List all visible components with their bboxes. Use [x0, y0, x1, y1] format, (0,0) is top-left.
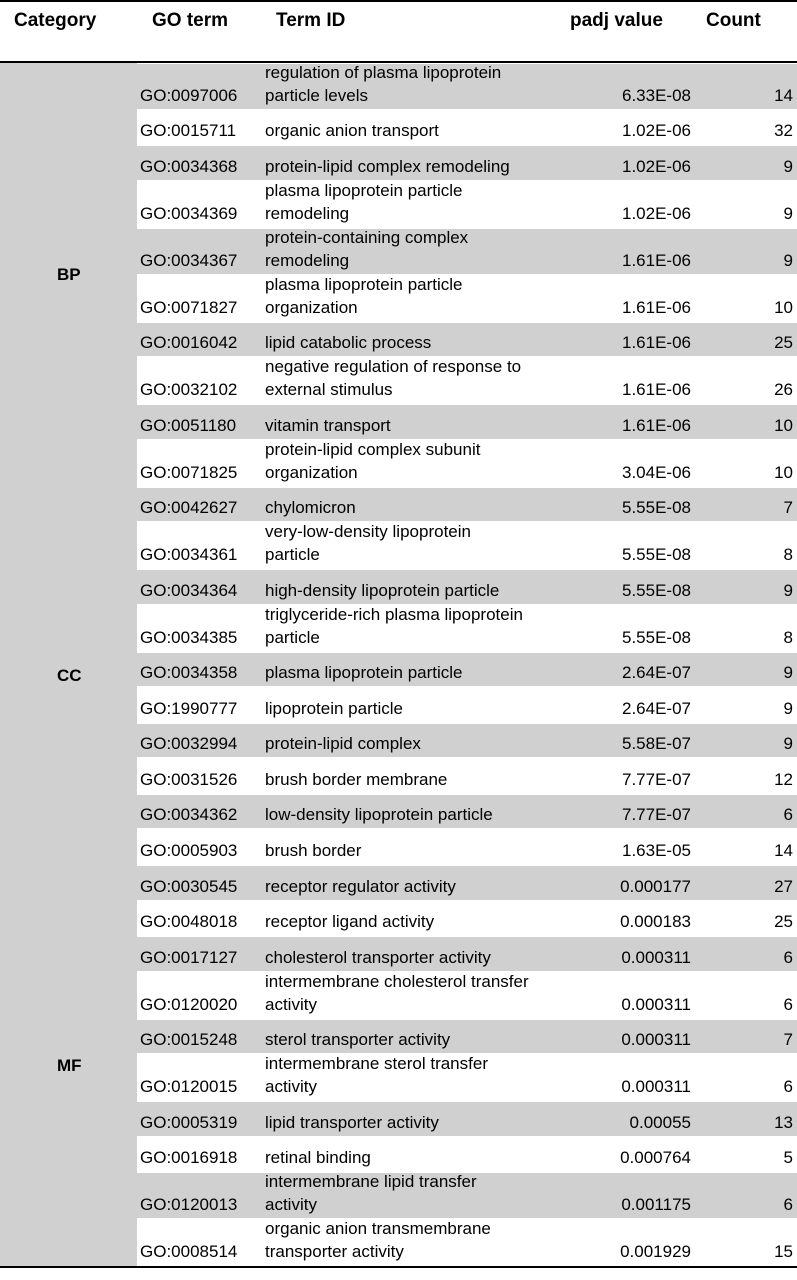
table-row	[137, 1020, 797, 1054]
term-description: intermembrane cholesterol transfer	[265, 971, 529, 991]
table-bottom-rule	[0, 1266, 797, 1268]
go-term-id: GO:0005319	[140, 1112, 238, 1132]
padj-value: 5.55E-08	[622, 627, 691, 647]
header-term-id: Term ID	[276, 10, 346, 31]
term-description: negative regulation of response to	[265, 357, 522, 377]
table-row	[137, 866, 797, 900]
padj-value: 1.63E-05	[622, 840, 691, 860]
table-row	[137, 488, 797, 522]
term-description: intermembrane sterol transfer	[265, 1054, 488, 1074]
gene-count: 6	[783, 947, 793, 967]
go-term-id: GO:0097006	[140, 85, 238, 105]
table-top-rule	[0, 0, 797, 2]
term-description: lipid transporter activity	[265, 1112, 439, 1132]
table-row	[137, 606, 797, 651]
go-term-id: GO:0034362	[140, 805, 238, 825]
term-description: retinal binding	[265, 1148, 371, 1168]
padj-value: 0.000311	[621, 947, 691, 967]
go-term-id: GO:0120013	[140, 1195, 238, 1215]
gene-count: 32	[774, 121, 793, 141]
table-row	[137, 759, 797, 793]
padj-value: 7.77E-07	[622, 769, 691, 789]
padj-value: 0.000764	[620, 1148, 691, 1168]
go-term-id: GO:0034364	[140, 580, 238, 600]
term-description: brush border	[265, 840, 362, 860]
table-row	[137, 358, 797, 403]
go-term-id: GO:1990777	[140, 698, 238, 718]
term-description: remodeling	[265, 250, 350, 270]
go-term-id: GO:0015248	[140, 1030, 238, 1050]
table-row	[137, 688, 797, 722]
table-row	[137, 146, 797, 180]
table-row	[137, 1055, 797, 1100]
term-description: plasma lipoprotein particle	[265, 663, 463, 683]
gene-count: 10	[774, 297, 793, 317]
gene-count: 10	[774, 462, 793, 482]
term-description: particle	[265, 627, 320, 647]
term-description: intermembrane lipid transfer	[265, 1172, 477, 1192]
padj-value: 1.02E-06	[622, 157, 691, 177]
term-description: particle levels	[265, 85, 368, 105]
term-description: brush border membrane	[265, 769, 448, 789]
padj-value: 1.02E-06	[622, 203, 691, 223]
table-row	[137, 795, 797, 829]
table-row	[137, 441, 797, 486]
header-count: Count	[706, 10, 761, 31]
gene-count: 5	[783, 1148, 793, 1168]
table-row	[137, 1138, 797, 1172]
term-description: external stimulus	[265, 380, 393, 400]
term-description: particle	[265, 545, 320, 565]
term-description: chylomicron	[265, 498, 356, 518]
go-term-id: GO:0016042	[140, 333, 238, 353]
term-description: receptor ligand activity	[265, 912, 435, 932]
gene-count: 25	[774, 333, 793, 353]
gene-count: 14	[774, 85, 793, 105]
go-term-id: GO:0008514	[140, 1241, 238, 1261]
padj-value: 0.001929	[620, 1241, 691, 1261]
go-term-id: GO:0034358	[140, 663, 238, 683]
padj-value: 1.61E-06	[622, 380, 691, 400]
go-term-id: GO:0032102	[140, 380, 238, 400]
go-term-id: GO:0015711	[140, 121, 237, 141]
category-label-bp: BP	[57, 264, 81, 284]
gene-count: 14	[774, 840, 793, 860]
gene-count: 9	[783, 203, 793, 223]
padj-value: 3.04E-06	[622, 462, 691, 482]
term-description: organic anion transport	[265, 121, 439, 141]
gene-count: 6	[783, 1195, 793, 1215]
padj-value: 1.02E-06	[622, 121, 691, 141]
table-row	[137, 523, 797, 568]
go-term-id: GO:0042627	[140, 498, 238, 518]
term-description: lipoprotein particle	[265, 698, 403, 718]
gene-count: 25	[774, 912, 793, 932]
go-term-id: GO:0071827	[140, 297, 238, 317]
padj-value: 0.000311	[621, 1077, 691, 1097]
go-term-id: GO:0071825	[140, 462, 238, 482]
term-description: protein-containing complex	[265, 227, 469, 247]
go-term-id: GO:0048018	[140, 912, 238, 932]
go-term-id: GO:0034369	[140, 203, 238, 223]
header-go-term: GO term	[152, 10, 229, 31]
table-row	[137, 830, 797, 864]
go-term-id: GO:0034367	[140, 250, 238, 270]
term-description: organization	[265, 297, 358, 317]
term-description: organic anion transmembrane	[265, 1219, 491, 1238]
gene-count: 13	[774, 1112, 793, 1132]
term-description: protein-lipid complex	[265, 734, 421, 754]
header-category: Category	[14, 10, 97, 31]
padj-value: 6.33E-08	[622, 85, 691, 105]
table-row	[137, 182, 797, 227]
go-term-id: GO:0017127	[140, 947, 238, 967]
gene-count: 6	[783, 994, 793, 1014]
table-row	[137, 323, 797, 357]
padj-value: 0.000311	[621, 994, 691, 1014]
padj-value: 1.61E-06	[622, 415, 691, 435]
padj-value: 7.77E-07	[622, 805, 691, 825]
table-row	[137, 405, 797, 439]
padj-value: 0.001175	[621, 1195, 691, 1215]
term-description: sterol transporter activity	[265, 1030, 451, 1050]
gene-count: 8	[783, 545, 793, 565]
term-description: protein-lipid complex subunit	[265, 439, 481, 459]
go-term-id: GO:0051180	[140, 415, 237, 435]
go-term-id: GO:0031526	[140, 769, 238, 789]
gene-count: 10	[774, 415, 793, 435]
gene-count: 12	[774, 769, 793, 789]
term-description: cholesterol transporter activity	[265, 947, 491, 967]
table-row	[137, 570, 797, 604]
gene-count: 9	[783, 157, 793, 177]
gene-count: 9	[783, 663, 793, 683]
padj-value: 5.55E-08	[622, 498, 691, 518]
padj-value: 2.64E-07	[622, 698, 691, 718]
padj-value: 1.61E-06	[622, 250, 691, 270]
term-description: receptor regulator activity	[265, 876, 456, 896]
table-row	[137, 724, 797, 758]
padj-value: 2.64E-07	[622, 663, 691, 683]
go-term-id: GO:0032994	[140, 734, 238, 754]
gene-count: 7	[783, 498, 793, 518]
padj-value: 5.58E-07	[622, 734, 691, 754]
go-term-id: GO:0030545	[140, 876, 238, 896]
gene-count: 27	[774, 876, 793, 896]
term-description: activity	[265, 994, 317, 1014]
padj-value: 0.000311	[621, 1030, 691, 1050]
term-description: activity	[265, 1077, 317, 1097]
gene-count: 6	[783, 805, 793, 825]
gene-count: 6	[783, 1077, 793, 1097]
category-label-cc: CC	[57, 665, 82, 685]
gene-count: 7	[783, 1030, 793, 1050]
go-term-id: GO:0120015	[140, 1077, 238, 1097]
term-description: transporter activity	[265, 1241, 404, 1261]
term-description: high-density lipoprotein particle	[265, 580, 500, 600]
go-term-id: GO:0005903	[140, 840, 238, 860]
padj-value: 1.61E-06	[622, 297, 691, 317]
table-row	[137, 1173, 797, 1218]
term-description: low-density lipoprotein particle	[265, 805, 493, 825]
gene-count: 8	[783, 627, 793, 647]
go-term-id: GO:0120020	[140, 994, 238, 1014]
gene-count: 9	[783, 734, 793, 754]
padj-value: 1.61E-06	[622, 333, 691, 353]
gene-count: 9	[783, 698, 793, 718]
table-row	[137, 1102, 797, 1136]
term-description: activity	[265, 1195, 317, 1215]
term-description: plasma lipoprotein particle	[265, 180, 463, 200]
term-description: plasma lipoprotein particle	[265, 274, 463, 294]
term-description: remodeling	[265, 203, 350, 223]
go-term-id: GO:0034368	[140, 157, 238, 177]
category-label-mf: MF	[57, 1055, 82, 1075]
padj-value: 5.55E-08	[622, 580, 691, 600]
term-description: vitamin transport	[265, 415, 391, 435]
table-row	[137, 973, 797, 1018]
gene-count: 9	[783, 250, 793, 270]
term-description: lipid catabolic process	[265, 333, 432, 353]
table-row	[137, 64, 797, 109]
gene-count: 26	[774, 380, 793, 400]
gene-count: 15	[774, 1241, 793, 1261]
table-row	[137, 111, 797, 145]
table-row	[137, 902, 797, 936]
table-row	[137, 653, 797, 687]
table-row	[137, 1220, 797, 1265]
header-padj: padj value	[570, 10, 663, 31]
table-row	[137, 276, 797, 321]
go-term-id: GO:0016918	[140, 1148, 238, 1168]
term-description: very-low-density lipoprotein	[265, 522, 471, 542]
padj-value: 0.000183	[620, 912, 691, 932]
term-description: regulation of plasma lipoprotein	[265, 62, 502, 82]
table-row	[137, 937, 797, 971]
go-term-id: GO:0034385	[140, 627, 238, 647]
term-description: triglyceride-rich plasma lipoprotein	[265, 604, 523, 624]
go-term-id: GO:0034361	[140, 545, 238, 565]
term-description: organization	[265, 462, 358, 482]
padj-value: 5.55E-08	[622, 545, 691, 565]
gene-count: 9	[783, 580, 793, 600]
term-description: protein-lipid complex remodeling	[265, 157, 510, 177]
padj-value: 0.000177	[620, 876, 691, 896]
padj-value: 0.00055	[629, 1112, 691, 1132]
table-row	[137, 229, 797, 274]
